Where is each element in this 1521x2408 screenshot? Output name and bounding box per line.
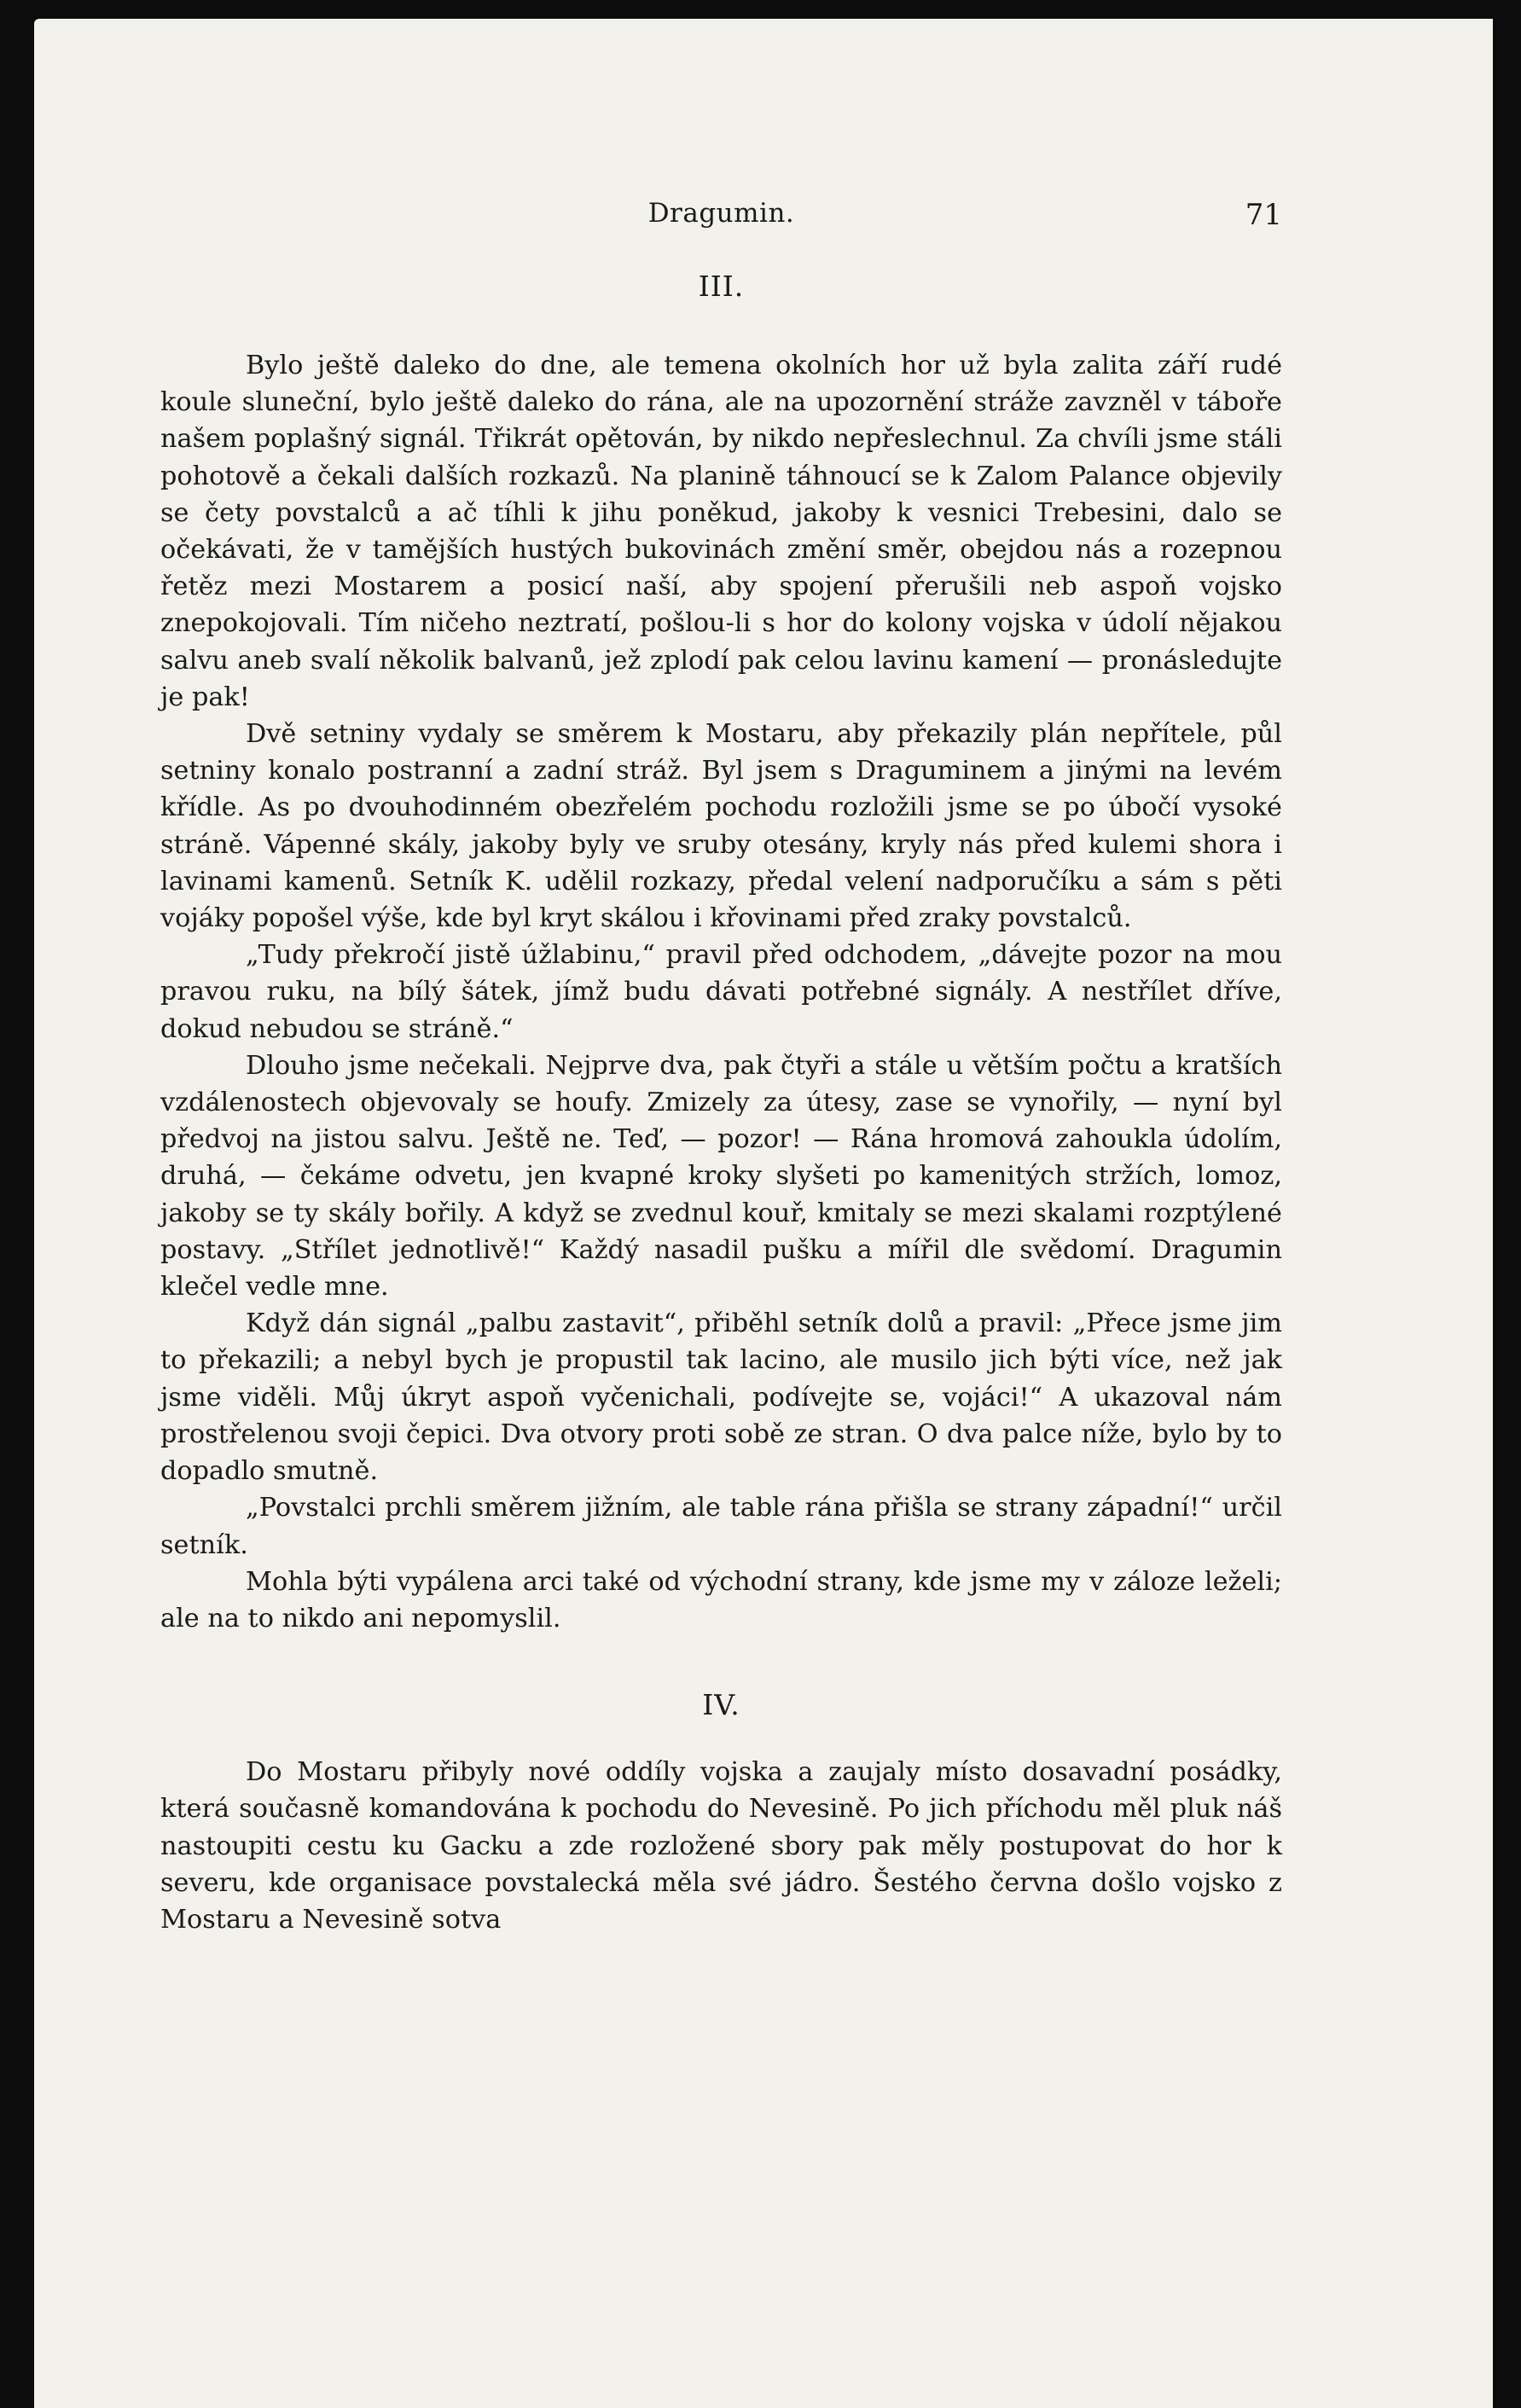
paragraph: Do Mostaru přibyly nové oddíly vojska a zaujaly místo dosavadní posádky, která současně komandována k pochodu do Nevesině. Po jich příchodu měl pluk náš nastoupiti cestu ku Gacku a zde rozložené sbory pak měly postupovat do hor k severu, kde organisace povstalecká měla své jádro. Šestého června došlo vojsko z Mostaru a Nevesině sotva	[160, 1757, 1282, 1935]
section-heading-iv: IV.	[702, 1688, 740, 1722]
section-iv-text	[160, 1754, 1282, 1938]
paragraph: Dlouho jsme nečekali. Nejprve dva, pak čtyři a stále u větším počtu a kratších vzdálenostech objevovaly se houfy. Zmizely za útesy, zase se vynořily, — nyní byl předvoj na jistou salvu. Ještě ne. Teď, — pozor! — Rána hromová zahoukla údolím, druhá, — čekáme odvetu, jen kvapné kroky slyšeti po kamenitých stržích, lomoz, jakoby se ty skály bořily. A když se zvednul kouř, kmitaly se mezi skalami rozptýlené postavy. „Střílet jednotlivě!“ Každý nasadil pušku a mířil dle svědomí. Dragumin klečel vedle mne.	[160, 1050, 1282, 1303]
paragraph: Mohla býti vypálena arci také od východní strany, kde jsme my v záloze leželi; ale na to nikdo ani nepomyslil.	[160, 1566, 1282, 1633]
paragraph: „Tudy překročí jistě úžlabinu,“ pravil před odchodem, „dávejte pozor na mou pravou ruku, na bílý šátek, jímž budu dávati potřebné signály. A nestřílet dříve, dokud nebudou se stráně.“	[160, 940, 1282, 1044]
paragraph: Dvě setniny vydaly se směrem k Mostaru, aby překazily plán nepřítele, půl setniny konalo postranní a zadní stráž. Byl jsem s Draguminem a jinými na levém křídle. As po dvouhodinném obezřelém pochodu rozložili jsme se po úbočí vysoké stráně. Vápenné skály, jakoby byly ve sruby otesány, kryly nás před kulemi shora i lavinami kamenů. Setník K. udělil rozkazy, předal velení nadporučíku a sám s pěti vojáky popošel výše, kde byl kryt skálou i křovinami před zraky povstalců.	[160, 719, 1282, 934]
paragraph: „Povstalci prchli směrem jižním, ale table rána přišla se strany západní!“ určil setník.	[160, 1493, 1282, 1560]
page-content	[160, 198, 1282, 1938]
page-header	[160, 198, 1282, 249]
section-heading-iii: III.	[698, 270, 745, 303]
book-page	[34, 19, 1493, 2408]
paragraph: Bylo ještě daleko do dne, ale temena okolních hor už byla zalita září rudé koule sluneční, bylo ještě daleko do rána, ale na upozornění stráže zavzněl v táboře našem poplašný signál. Třikrát opětován, by nikdo nepřeslechnul. Za chvíli jsme stáli pohotově a čekali dalších rozkazů. Na planině táhnoucí se k Zalom Palance objevily se čety povstalců a ač tíhli k jihu poněkud, jakoby k vesnici Trebesini, dalo se očekávati, že v tamějších hustých bukovinách změní směr, obejdou nás a rozepnou řetěz mezi Mostarem a posicí naší, aby spojení přerušili neb aspoň vojsko znepokojovali. Tím ničeho neztratí, pošlou-li s hor do kolony vojska v údolí nějakou salvu aneb svalí několik balvanů, jež zplodí pak celou lavinu kamení — pronásledujte je pak!	[160, 351, 1282, 712]
paragraph: Když dán signál „palbu zastavit“, přiběhl setník dolů a pravil: „Přece jsme jim to překazili; a nebyl bych je propustil tak lacino, ale musilo jich býti více, než jak jsme viděli. Můj úkryt aspoň vyčenichali, podívejte se, vojáci!“ A ukazoval nám prostřelenou svoji čepici. Dva otvory proti sobě ze stran. O dva palce níže, bylo by to dopadlo smutně.	[160, 1308, 1282, 1487]
page-number: 71	[1245, 198, 1282, 232]
section-iii-text	[160, 347, 1282, 1637]
running-title: Dragumin.	[647, 198, 795, 229]
